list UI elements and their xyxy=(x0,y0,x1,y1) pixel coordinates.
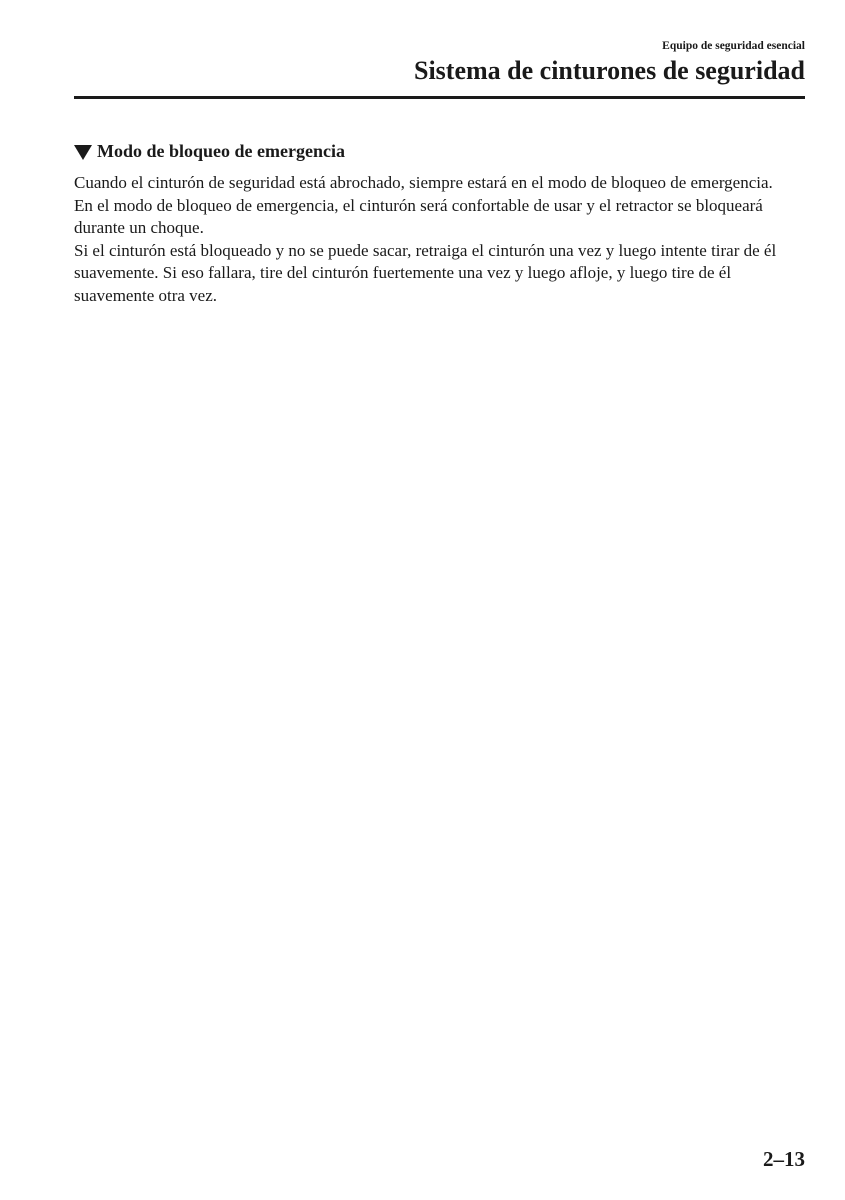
header-divider xyxy=(74,96,805,99)
subsection-title: Modo de bloqueo de emergencia xyxy=(97,141,345,161)
page-number: 2–13 xyxy=(763,1147,805,1171)
down-triangle-icon xyxy=(74,145,92,160)
page-title: Sistema de cinturones de seguridad xyxy=(414,56,805,85)
main-content xyxy=(74,141,794,307)
section-label: Equipo de seguridad esencial xyxy=(662,40,805,52)
paragraph: En el modo de bloqueo de emergencia, el cinturón será confortable de usar y el retractor se bloqueará durante un choque. xyxy=(74,195,763,237)
subsection-heading xyxy=(74,141,794,162)
paragraph: Cuando el cinturón de seguridad está abrochado, siempre estará en el modo de bloqueo de emergencia. xyxy=(74,173,773,192)
paragraph: Si el cinturón está bloqueado y no se puede sacar, retraiga el cinturón una vez y luego intente tirar de él suavemente. Si eso fallara, tire del cinturón fuertemente una vez y luego afloje, y luego tire de él suavemente otra vez. xyxy=(74,240,777,305)
